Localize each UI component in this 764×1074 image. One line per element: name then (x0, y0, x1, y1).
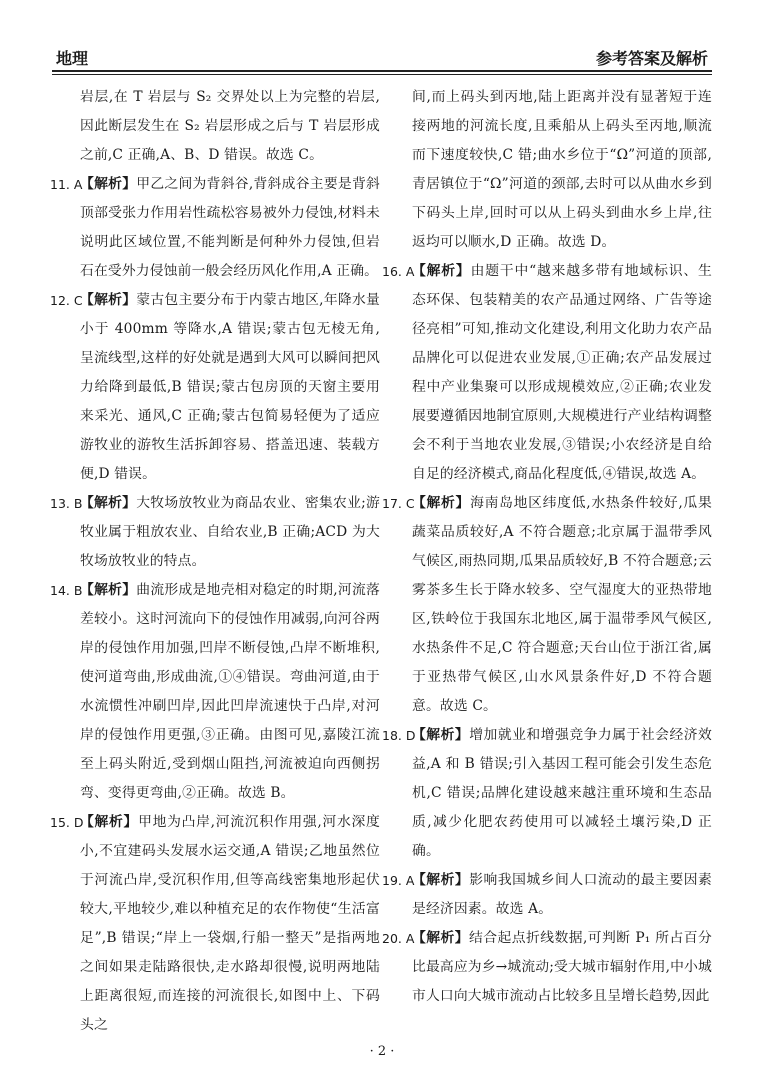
answer-item-16 (382, 257, 712, 489)
left-column (50, 83, 380, 1040)
answer-item-13 (50, 489, 380, 576)
answer-number: 19. A (382, 873, 415, 888)
analysis-tag: 【解析】 (412, 930, 469, 946)
analysis-tag: 【解析】 (412, 263, 471, 279)
answer-item-18 (382, 721, 712, 866)
answer-text: 大牧场放牧业为商品农业、密集农业;游牧业属于粗放农业、自给农业,B 正确;ACD 为大牧场放牧业的特点。 (80, 495, 380, 569)
answer-item-20 (382, 924, 712, 1011)
answer-text: 甲乙之间为背斜谷,背斜成谷主要是背斜顶部受张力作用岩性疏松容易被外力侵蚀,材料未说明此区域位置,不能判断是何种外力侵蚀,但岩石在受外力侵蚀前一般会经历风化作用,A 正确。 (80, 176, 380, 279)
page-number: · 2 · (369, 1044, 395, 1059)
answer-text: 甲地为凸岸,河流沉积作用强,河水深度小,不宜建码头发展水运交通,A 错误;乙地虽然位于河流凸岸,受沉积作用,但等高线密集地形起伏较大,平地较少,难以种植充足的农作物使“生活富足”,B 错误;“岸上一袋烟,行船一整天”是指两地之间如果走陆路很快,走水路却很慢,说明两地陆上距离很短,而连接的河流很长,如图中上、下码头之 (80, 814, 380, 1033)
header-rule-thick (52, 70, 712, 72)
page-header (56, 46, 708, 70)
answer-number: 18. D (382, 728, 416, 743)
analysis-tag: 【解析】 (412, 495, 471, 511)
answer-number: 14. B (50, 583, 83, 598)
answer-number: 12. C (50, 293, 83, 308)
analysis-tag: 【解析】 (80, 582, 137, 598)
continuation-text: 岩层,在 T 岩层与 S₂ 交界处以上为完整的岩层,因此断层发生在 S₂ 岩层形成之后与 T 岩层形成之前,C 正确,A、B、D 错误。故选 C。 (80, 89, 380, 163)
right-column (382, 83, 712, 1011)
analysis-tag: 【解析】 (80, 814, 139, 830)
answer-item-17 (382, 489, 712, 721)
answer-text: 结合起点折线数据,可判断 P₁ 所占百分比最高应为乡→城流动;受大城市辐射作用,中小城市人口向大城市流动占比较多且呈增长趋势,因此 (412, 930, 712, 1004)
answer-item-11 (50, 170, 380, 286)
answer-number: 15. D (50, 815, 84, 830)
answer-item-19 (382, 866, 712, 924)
answer-item-15 (50, 808, 380, 1040)
analysis-tag: 【解析】 (412, 872, 470, 888)
answer-number: 17. C (382, 496, 415, 511)
answer-number: 16. A (382, 264, 415, 279)
answer-text: 曲流形成是地壳相对稳定的时期,河流落差较小。这时河流向下的侵蚀作用减弱,向河谷两岸的侵蚀作用加强,凹岸不断侵蚀,凸岸不断堆积,使河道弯曲,形成曲流,①④错误。弯曲河道,由于水流惯性冲刷凹岸,因此凹岸流速快于凸岸,对河岸的侵蚀作用更强,③正确。由图可见,嘉陵江流至上码头附近,受到烟山阻挡,河流被迫向西侧拐弯、变得更弯曲,②正确。故选 B。 (80, 582, 380, 801)
continuation-text: 间,而上码头到丙地,陆上距离并没有显著短于连接两地的河流长度,且乘船从上码头至丙地,顺流而下速度较快,C 错;曲水乡位于“Ω”河道的顶部,青居镇位于“Ω”河道的颈部,去时可以从曲水乡到下码头上岸,回时可以从上码头到曲水乡上岸,往返均可以顺水,D 正确。故选 D。 (412, 89, 712, 250)
section-title: 参考答案及解析 (595, 49, 708, 68)
answer-number: 11. A (50, 177, 83, 192)
answer-number: 13. B (50, 496, 83, 511)
analysis-tag: 【解析】 (80, 292, 137, 308)
analysis-tag: 【解析】 (80, 176, 137, 192)
answer-item-12 (50, 286, 380, 489)
answer-text: 海南岛地区纬度低,水热条件较好,瓜果蔬菜品质较好,A 不符合题意;北京属于温带季风气候区,雨热同期,瓜果品质较好,B 不符合题意;云雾茶多生长于降水较多、空气湿度大的亚热带地区,铁岭位于我国东北地区,属于温带季风气候区,水热条件不足,C 符合题意;天台山位于浙江省,属于亚热带气候区,山水风景条件好,D 不符合题意。故选 C。 (412, 495, 712, 714)
subject-label: 地理 (56, 49, 89, 68)
answer-item-14 (50, 576, 380, 808)
answer-text: 增加就业和增强竞争力属于社会经济效益,A 和 B 错误;引入基因工程可能会引发生态危机,C 错误;品牌化建设越来越注重环境和生态品质,减少化肥农药使用可以减轻土壤污染,D 正确。 (412, 727, 712, 859)
answer-number: 20. A (382, 931, 415, 946)
answer-text: 蒙古包主要分布于内蒙古地区,年降水量小于 400mm 等降水,A 错误;蒙古包无棱无角,呈流线型,这样的好处就是遇到大风可以瞬间把风力给降到最低,B 错误;蒙古包房顶的天窗主要用来采光、通风,C 正确;蒙古包简易轻便为了适应游牧业的游牧生活拆卸容易、搭盖迅速、装载方便,D 错误。 (80, 292, 380, 482)
analysis-tag: 【解析】 (80, 495, 137, 511)
analysis-tag: 【解析】 (412, 727, 470, 743)
header-rule-thin (52, 74, 712, 75)
answer-text: 由题干中“越来越多带有地域标识、生态环保、包装精美的农产品通过网络、广告等途径亮相”可知,推动文化建设,利用文化助力农产品品牌化可以促进农业发展,①正确;农产品发展过程中产业集聚可以形成规模效应,②正确;农业发展要遵循因地制宜原则,大规模进行产业结构调整会不利于当地农业发展,③错误;小农经济是自给自足的经济模式,商品化程度低,④错误,故选 A。 (412, 263, 712, 482)
answer-text: 影响我国城乡间人口流动的最主要因素是经济因素。故选 A。 (412, 872, 712, 917)
